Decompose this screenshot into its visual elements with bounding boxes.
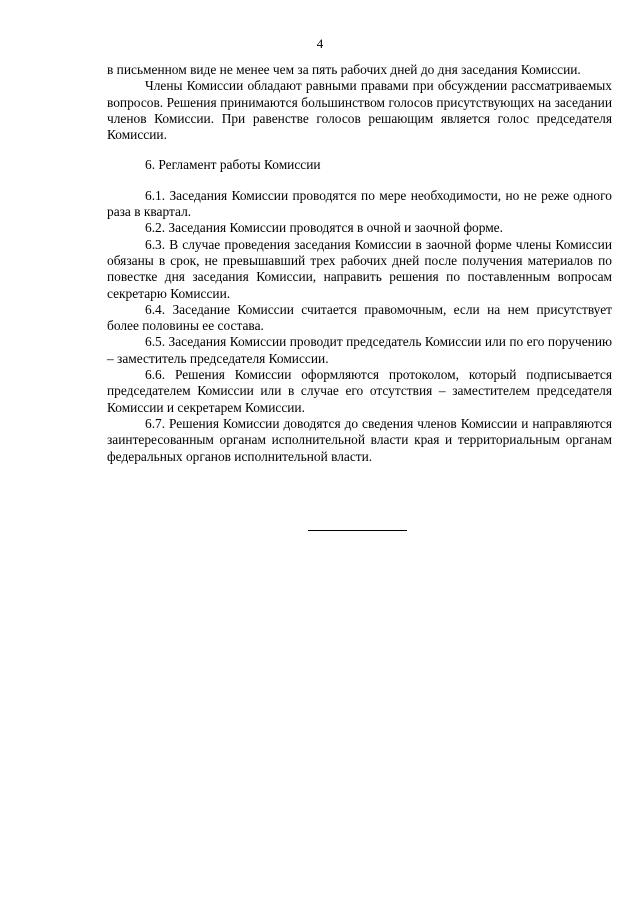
clause-6-1: 6.1. Заседания Комиссии проводятся по мере необходимости, но не реже одного раза в квартал. (107, 187, 612, 220)
document-body (107, 62, 612, 465)
clause-6-5: 6.5. Заседания Комиссии проводит председатель Комиссии или по его поручению – заместитель председателя Комиссии. (107, 334, 612, 366)
section-heading: 6. Регламент работы Комиссии (145, 157, 321, 173)
end-divider-line (308, 530, 407, 531)
clause-6-2: 6.2. Заседания Комиссии проводятся в очной и заочной форме. (145, 220, 503, 236)
clause-6-6: 6.6. Решения Комиссии оформляются протоколом, который подписывается председателем Комиссии или в случае его отсутствия – заместителем председателя Комиссии и секретарем Комиссии. (107, 367, 612, 415)
page-number: 4 (316, 36, 324, 51)
paragraph-continuation: в письменном виде не менее чем за пять рабочих дней до дня заседания Комиссии. (107, 62, 581, 77)
clause-6-4: 6.4. Заседание Комиссии считается правомочным, если на нем присутствует более половины ее состава. (107, 301, 612, 334)
clause-6-7: 6.7. Решения Комиссии доводятся до сведения членов Комиссии и направляются заинтересованным органам исполнительной власти края и территориальным органам федеральных органов исполнительной власти. (107, 415, 612, 464)
clause-6-3: 6.3. В случае проведения заседания Комиссии в заочной форме члены Комиссии обязаны в срок, не превышавший трех рабочих дней после получения материалов по повестке дня заседания Комиссии, направить решения по поставленным вопросам секретарю Комиссии. (107, 236, 612, 301)
paragraph-members-rights: Члены Комиссии обладают равными правами при обсуждении рассматриваемых вопросов. Решения принимаются большинством голосов присутствующих на заседании членов Комиссии. При равенстве голосов решающим является голос председателя Комиссии. (107, 78, 612, 143)
